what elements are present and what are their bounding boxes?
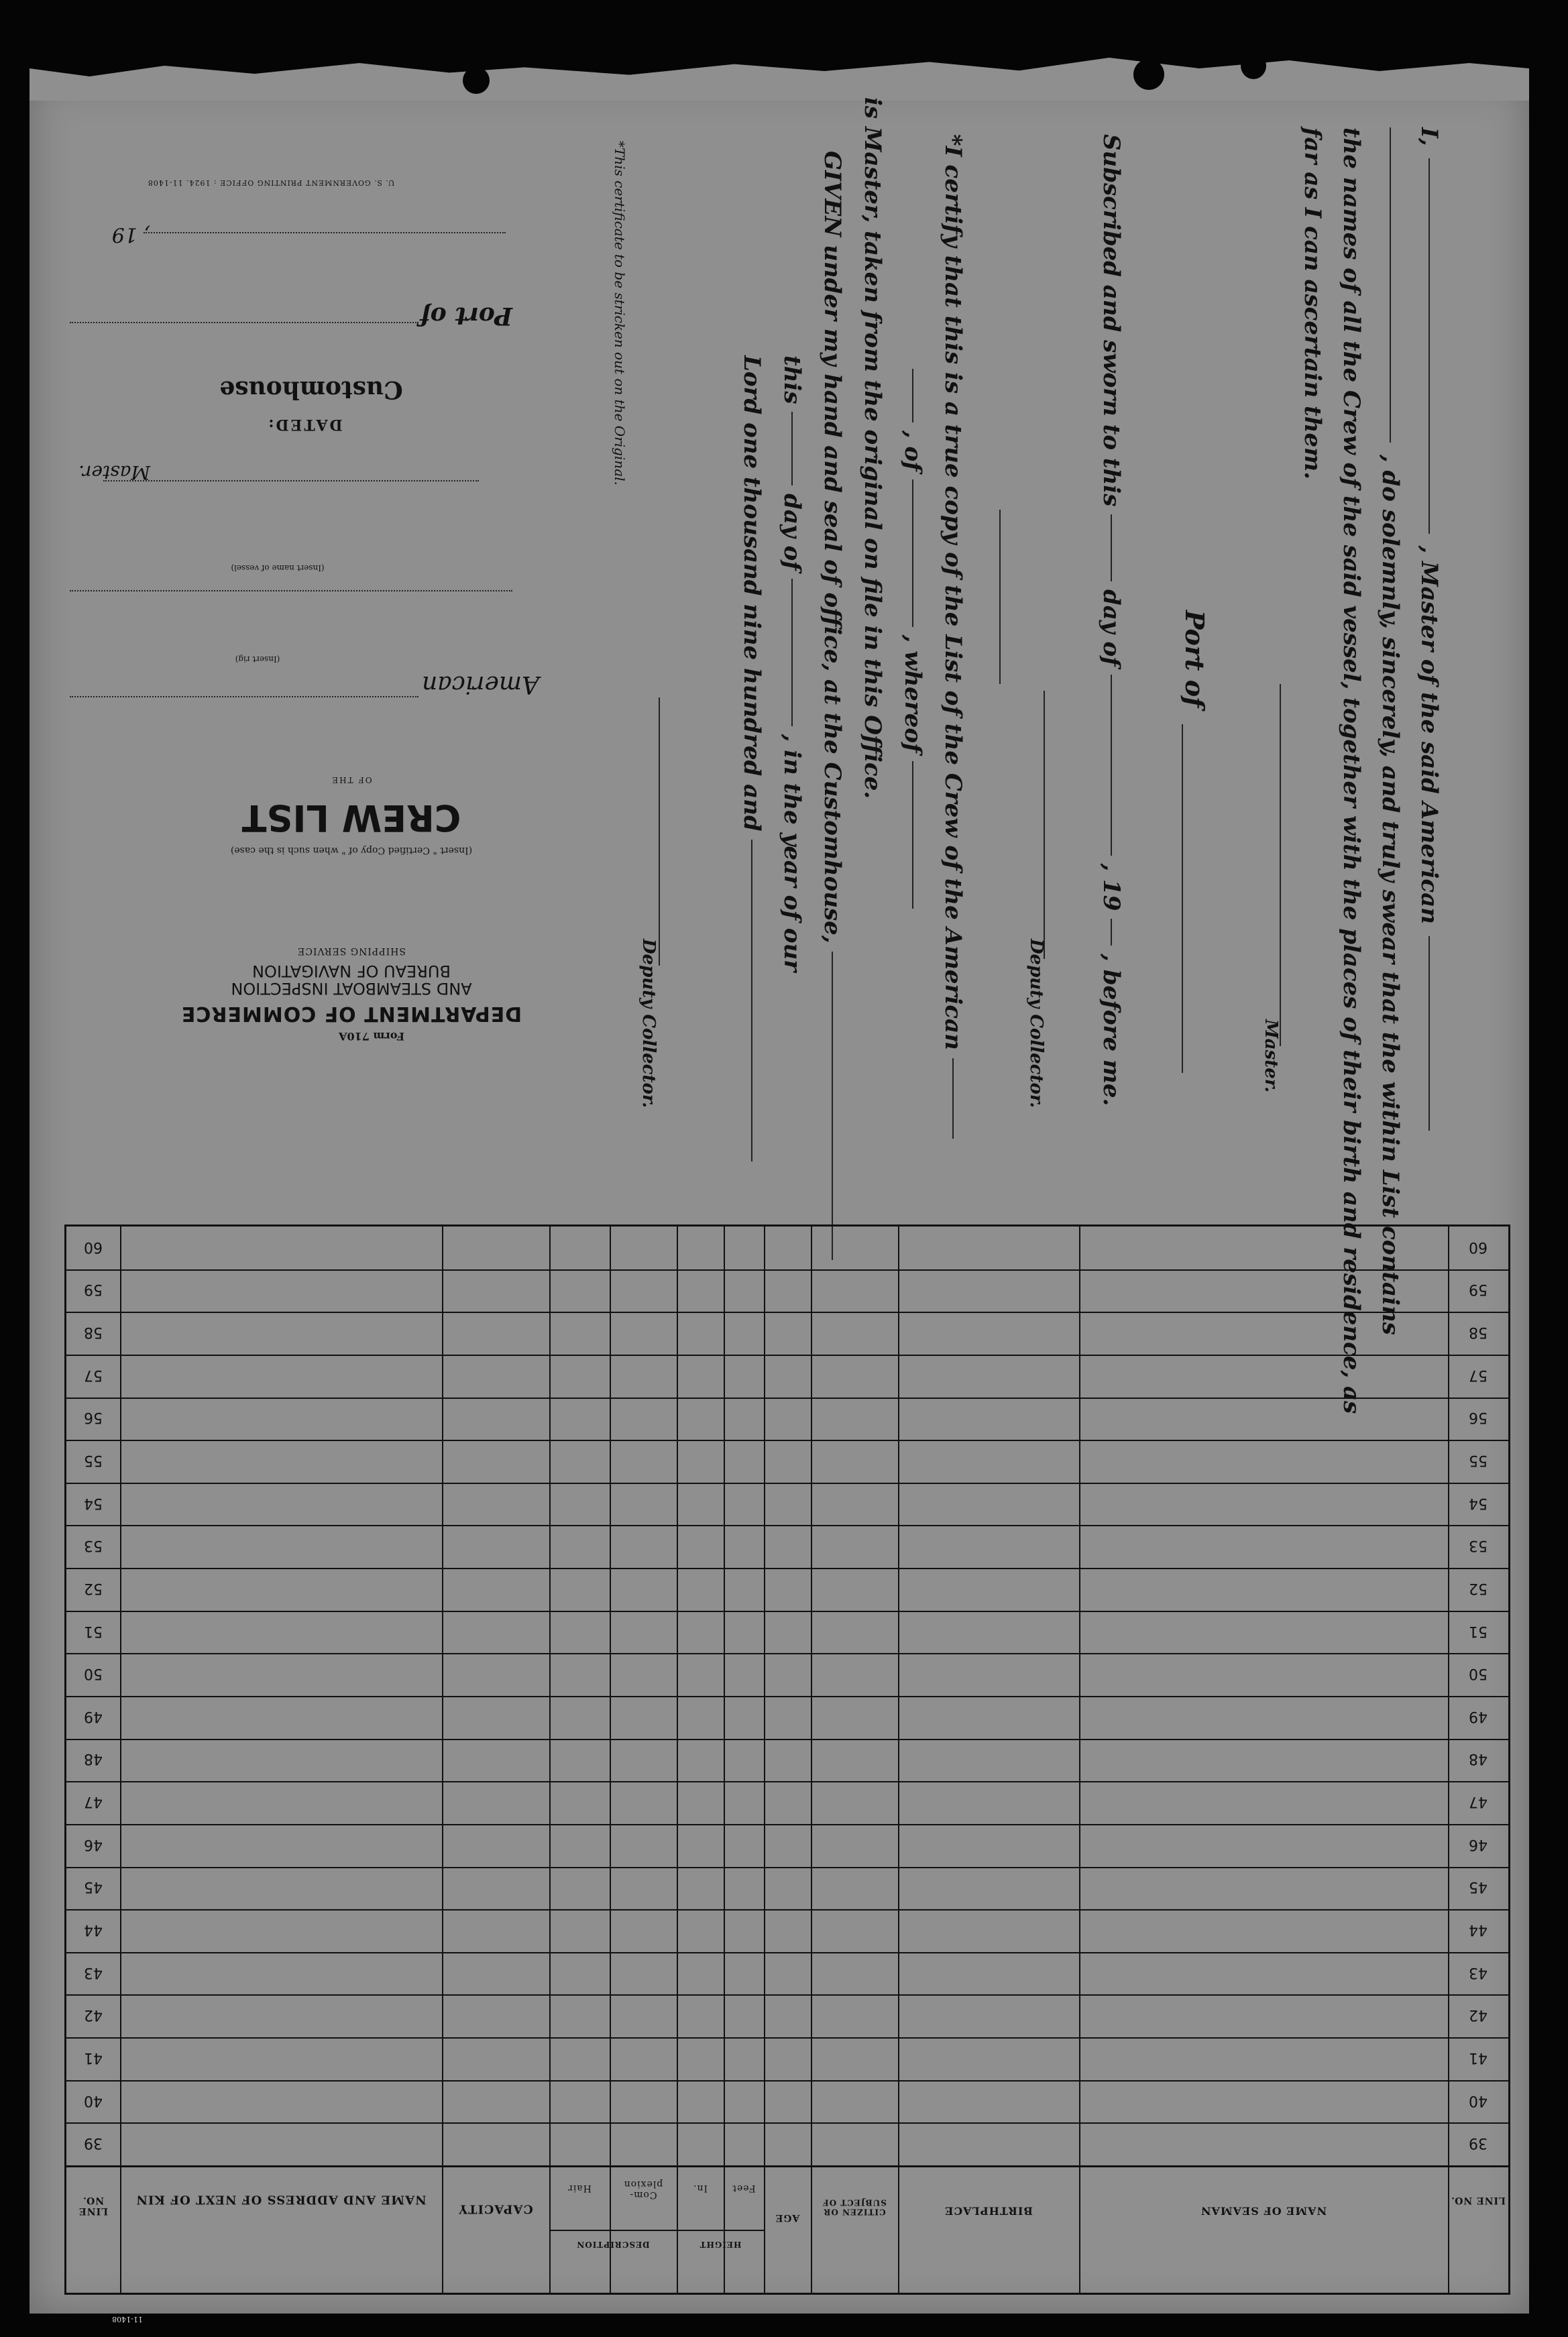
header-separator: [66, 2165, 1508, 2167]
row-number-left: 52: [84, 1579, 103, 1597]
header-feet: [724, 2183, 764, 2193]
header-line-no-right-text: LINE NO.: [1451, 2195, 1506, 2206]
row-number-right: 48: [1469, 1750, 1488, 1768]
row-number-right: 55: [1469, 1452, 1488, 1469]
cert-day-of-text: day of: [779, 494, 805, 571]
cert-blank-1: [999, 510, 1001, 684]
vessel-line: [70, 590, 512, 591]
subscribed-line: [1100, 134, 1123, 1106]
master-signature-line: [1280, 684, 1281, 1046]
table-row: [66, 1483, 1508, 1484]
row-number-left: 42: [84, 2006, 103, 2024]
header-complexion-text: Com- plexion: [623, 2179, 663, 2201]
header-height-text: HEIGHT: [699, 2239, 742, 2249]
header-capacity: [442, 2202, 549, 2216]
table-row: [66, 1739, 1508, 1740]
table-row: [66, 1611, 1508, 1612]
table-row: [66, 2122, 1508, 2124]
day-of-text: day of: [1098, 589, 1125, 667]
american-label: American: [422, 671, 539, 698]
table-row: [66, 1355, 1508, 1356]
table-row: [66, 1653, 1508, 1654]
row-number-right: 50: [1469, 1665, 1488, 1683]
row-number-right: 43: [1469, 1963, 1488, 1981]
header-citizen: [811, 2198, 898, 2216]
oath-line-2: [1379, 127, 1402, 1335]
row-number-right: 44: [1469, 1921, 1488, 1938]
row-number-right: 39: [1469, 2134, 1488, 2152]
oath-deputy-collector: Deputy Collector.: [1026, 939, 1046, 1108]
header-citizen-text: CITIZEN OR SUBJECT OF: [822, 2198, 887, 2217]
row-number-right: 54: [1469, 1494, 1488, 1512]
header-name-of-seaman: [1079, 2204, 1448, 2216]
oath-line-4: far as I can ascertain them.: [1299, 127, 1326, 479]
row-number-right: 41: [1469, 2049, 1488, 2066]
row-number-right: 58: [1469, 1324, 1488, 1341]
row-number-right: 56: [1469, 1409, 1488, 1426]
cert-whereof-text: , whereof: [899, 634, 926, 753]
insert-rig: (Insert rig): [235, 654, 280, 664]
header-feet-text: Feet: [732, 2183, 756, 2194]
port-of-back: Port of: [420, 302, 512, 330]
form-code-bottom: 11-1408: [112, 2315, 143, 2324]
table-row: [66, 1525, 1508, 1526]
dated-label: DATED:: [266, 416, 343, 433]
header-description: [549, 2239, 677, 2248]
header-hair: [549, 2183, 610, 2193]
certified-note: (Insert " Certified Copy of " when such is the case): [230, 845, 473, 856]
row-number-left: 51: [84, 1622, 103, 1640]
row-number-left: 40: [84, 2092, 103, 2109]
row-number-left: 47: [84, 1793, 103, 1811]
subheader-line: [549, 2230, 764, 2231]
deputy-signature-line: [1044, 691, 1045, 959]
header-description-text: DESCRIPTION: [576, 2239, 650, 2249]
of-the: OF THE: [331, 775, 372, 785]
table-row: [66, 1867, 1508, 1868]
header-line-no-left: [66, 2195, 120, 2216]
row-number-left: 58: [84, 1324, 103, 1341]
row-number-right: 51: [1469, 1622, 1488, 1640]
service: SHIPPING SERVICE: [297, 946, 406, 956]
row-number-right: 59: [1469, 1281, 1488, 1298]
cert-year-text: , in the year of our: [779, 734, 805, 972]
crew-table: [64, 1224, 1510, 2295]
oath-master-of: , Master of the said American: [1416, 545, 1443, 925]
form-number: Form 710A: [339, 1030, 404, 1043]
row-number-left: 59: [84, 1281, 103, 1298]
row-number-right: 57: [1469, 1366, 1488, 1383]
back-master-label: Master.: [78, 461, 150, 483]
header-name-of-seaman-text: NAME OF SEAMAN: [1200, 2204, 1327, 2218]
row-number-right: 47: [1469, 1793, 1488, 1811]
header-inches-text: In.: [693, 2183, 708, 2194]
printer-line: U. S. GOVERNMENT PRINTING OFFICE : 1924. 11-1408: [147, 178, 395, 187]
row-number-right: 53: [1469, 1537, 1488, 1554]
footnote: *This certificate to be stricken out on the Original.: [612, 141, 628, 486]
table-row: [66, 1696, 1508, 1697]
oath-line-1: [1418, 127, 1441, 1135]
oath-master-label: Master.: [1261, 1019, 1281, 1093]
row-number-left: 56: [84, 1409, 103, 1426]
table-row: [66, 1269, 1508, 1271]
row-number-left: 53: [84, 1537, 103, 1554]
table-row: [66, 1398, 1508, 1399]
cert-line-1: [942, 134, 964, 1139]
port-of-line: [1182, 724, 1183, 1073]
row-number-left: 50: [84, 1665, 103, 1683]
row-number-left: 49: [84, 1707, 103, 1725]
subscribed-text: Subscribed and sworn to this: [1098, 134, 1125, 507]
table-row: [66, 1952, 1508, 1953]
cert-deputy-line: [659, 697, 660, 966]
cert-this-text: this: [779, 355, 805, 404]
port-of-label: Port of: [1180, 610, 1210, 708]
header-height: [677, 2239, 764, 2248]
header-age: [764, 2212, 811, 2223]
port-line: [70, 322, 418, 323]
insert-vessel: (Insert name of vessel): [231, 563, 325, 573]
oath-swear: , do solemnly, sincerely, and truly swear that the within List contains: [1377, 454, 1404, 1335]
header-hair-text: Hair: [567, 2183, 592, 2194]
row-number-left: 46: [84, 1835, 103, 1853]
punch-hole: [1241, 52, 1266, 79]
row-number-right: 60: [1469, 1238, 1488, 1255]
row-number-left: 41: [84, 2049, 103, 2066]
crew-list-title: CREW LIST: [241, 797, 461, 839]
table-row: [66, 1568, 1508, 1569]
header-line-no-right: [1448, 2195, 1508, 2206]
row-number-left: 54: [84, 1494, 103, 1512]
cert-line-5: [781, 355, 803, 972]
header-line-no-left-text: LINE NO.: [78, 2195, 108, 2217]
header-capacity-text: CAPACITY: [458, 2202, 533, 2216]
customhouse-label: Customhouse: [219, 376, 403, 404]
row-number-left: 48: [84, 1750, 103, 1768]
table-row: [66, 1824, 1508, 1825]
master-line: [103, 480, 479, 481]
table-row: [66, 1994, 1508, 1996]
before-me-text: , before me.: [1098, 954, 1125, 1106]
oath-i: I,: [1416, 127, 1443, 146]
header-birthplace-text: BIRTHPLACE: [944, 2204, 1033, 2218]
year-19: , 19: [111, 223, 150, 246]
header-next-of-kin-text: NAME AND ADDRESS OF NEXT OF KIN: [135, 2192, 427, 2207]
header-next-of-kin: [120, 2192, 442, 2206]
row-number-right: 52: [1469, 1579, 1488, 1597]
table-row: [66, 2037, 1508, 2039]
date-line: [144, 232, 506, 233]
rig-line: [70, 696, 418, 697]
header-age-text: AGE: [775, 2212, 800, 2224]
cert-line-4: [821, 151, 844, 1260]
header-birthplace: [898, 2204, 1079, 2216]
department: DEPARTMENT OF COMMERCE: [180, 1002, 522, 1025]
table-row: [66, 1909, 1508, 1911]
row-number-left: 60: [84, 1238, 103, 1255]
row-number-left: 57: [84, 1366, 103, 1383]
row-number-right: 45: [1469, 1878, 1488, 1896]
cert-deputy-collector: Deputy Collector.: [638, 939, 659, 1108]
row-number-left: 44: [84, 1921, 103, 1938]
cert-line-2: [901, 369, 924, 909]
nineteen-text: , 19: [1098, 863, 1125, 911]
row-number-left: 45: [84, 1878, 103, 1896]
table-row: [66, 1312, 1508, 1313]
row-number-right: 46: [1469, 1835, 1488, 1853]
row-number-left: 55: [84, 1452, 103, 1469]
table-row: [66, 2080, 1508, 2082]
row-number-right: 49: [1469, 1707, 1488, 1725]
row-number-left: 43: [84, 1963, 103, 1981]
cert-given-text: GIVEN under my hand and seal of office, at the Customhouse,: [819, 151, 846, 944]
header-complexion: [610, 2179, 677, 2200]
oath-line-3: the names of all the Crew of the said vessel, together with the places of their birth and residence, as: [1338, 127, 1365, 1414]
cert-line-3: is Master, taken from the original on file in this Office.: [859, 97, 886, 799]
table-row: [66, 1781, 1508, 1782]
cert-of-text: , of: [899, 430, 926, 471]
row-number-right: 40: [1469, 2092, 1488, 2109]
bureau-2: AND STEAMBOAT INSPECTION: [231, 979, 472, 998]
table-row: [66, 1440, 1508, 1441]
header-inches: [677, 2183, 724, 2193]
cert-lord-text: Lord one thousand nine hundred and: [738, 355, 765, 832]
row-number-left: 39: [84, 2134, 103, 2152]
cert-line-6: [740, 355, 763, 1161]
cert-line-1-text: *I certify that this is a true copy of the List of the Crew of the American: [940, 134, 966, 1050]
row-number-right: 42: [1469, 2006, 1488, 2024]
bureau: BUREAU OF NAVIGATION: [252, 962, 451, 980]
